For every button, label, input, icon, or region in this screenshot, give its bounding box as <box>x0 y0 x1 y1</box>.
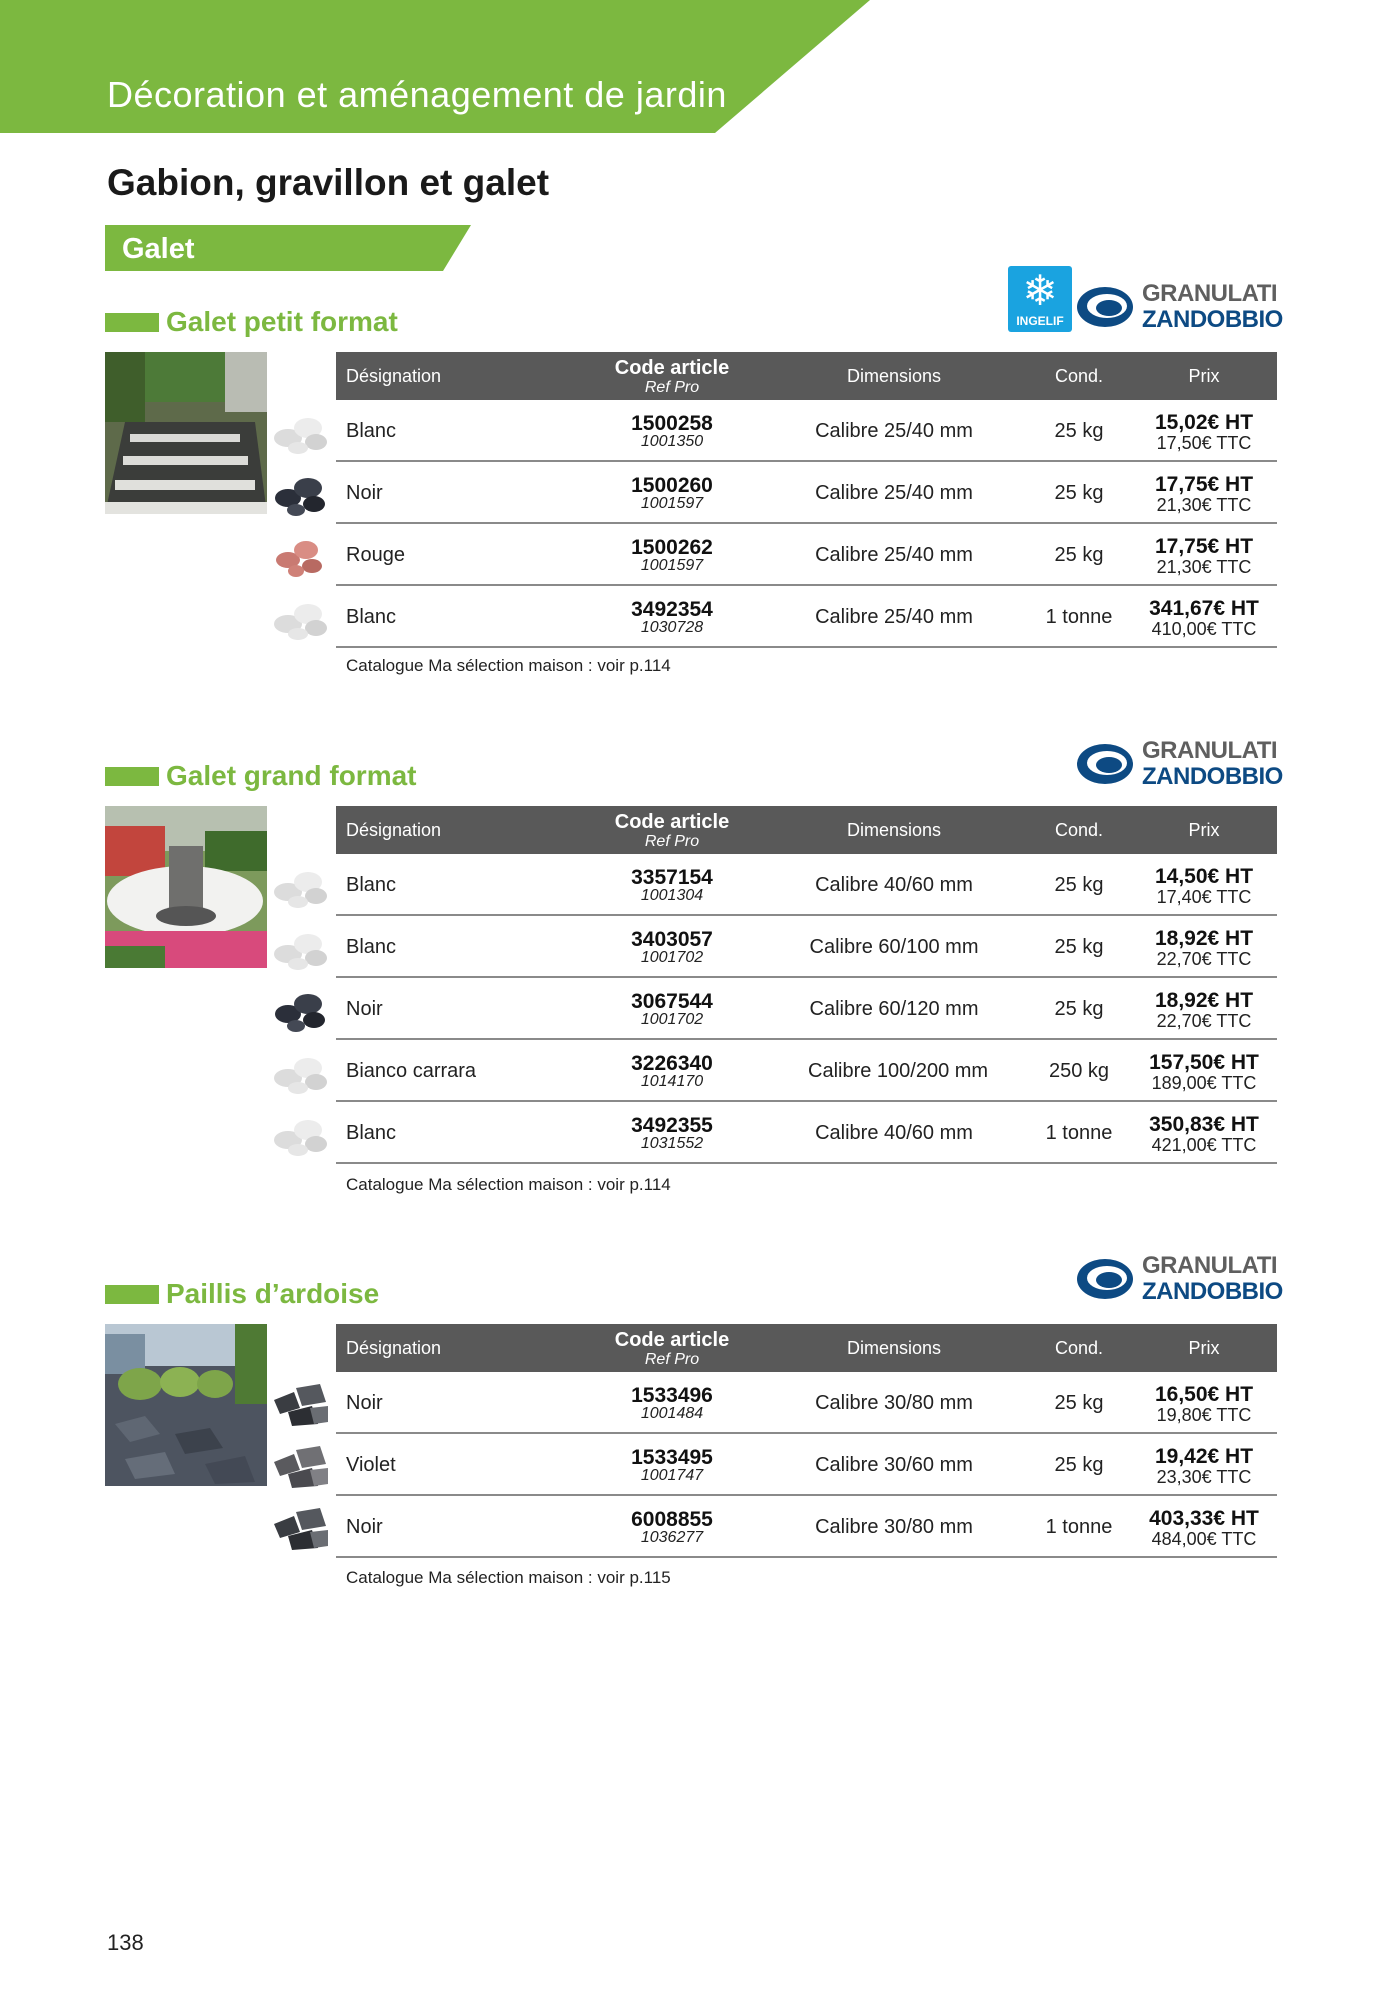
conditionnement: 25 kg <box>1054 1454 1104 1476</box>
header-banner <box>0 0 870 133</box>
ref-pro: 1001484 <box>640 1405 704 1422</box>
ref-pro: 1001702 <box>640 949 704 966</box>
white-stone-icon <box>270 592 330 642</box>
code-article: 1533496 <box>631 1384 713 1407</box>
price-ttc: 421,00€ TTC <box>1151 1135 1257 1155</box>
designation: Noir <box>346 1516 383 1538</box>
price-ht: 18,92€ HT <box>1154 927 1254 950</box>
catalogue-note: Catalogue Ma sélection maison : voir p.114 <box>346 656 671 675</box>
dimensions: Calibre 30/80 mm <box>815 1516 973 1538</box>
table-row <box>336 1496 1277 1558</box>
granulati-mark-icon <box>1076 284 1136 330</box>
white-stone-icon <box>270 1108 330 1158</box>
header-prix: Prix <box>1188 1338 1220 1358</box>
catalogue-note: Catalogue Ma sélection maison : voir p.115 <box>346 1568 671 1587</box>
granulati-mark-icon <box>1076 741 1136 787</box>
section-title: Paillis d’ardoise <box>166 1278 380 1309</box>
price-ht: 14,50€ HT <box>1154 865 1254 888</box>
granulati-text: GRANULATI <box>1142 737 1278 764</box>
table-row <box>336 524 1277 586</box>
designation: Blanc <box>346 874 397 896</box>
price-ttc: 484,00€ TTC <box>1151 1529 1257 1549</box>
table-row <box>336 400 1277 462</box>
section-title: Galet grand format <box>166 760 417 791</box>
white-stone-icon <box>270 1046 330 1096</box>
dimensions: Calibre 100/200 mm <box>808 1060 989 1082</box>
ref-pro: 1031552 <box>640 1135 704 1152</box>
code-article: 3492354 <box>631 598 713 621</box>
table-row <box>336 854 1277 916</box>
dimensions: Calibre 40/60 mm <box>815 1122 973 1144</box>
product-photo-galet-petit <box>105 352 267 514</box>
snowflake-icon: ❄ <box>1022 267 1058 314</box>
ref-pro: 1001597 <box>640 557 704 574</box>
price-ht: 17,75€ HT <box>1154 473 1254 496</box>
heading-bar <box>105 767 159 786</box>
ingelif-logo <box>1008 266 1072 332</box>
header-cond: Cond. <box>1054 820 1104 840</box>
ref-pro: 1036277 <box>640 1529 704 1546</box>
table-header <box>336 806 1277 854</box>
designation: Rouge <box>346 544 405 566</box>
conditionnement: 25 kg <box>1054 482 1104 504</box>
black-stone-icon <box>270 468 330 518</box>
product-photo-paillis <box>105 1324 267 1486</box>
code-article: 3067544 <box>631 990 713 1013</box>
price-ttc: 23,30€ TTC <box>1156 1467 1252 1487</box>
designation: Bianco carrara <box>346 1060 477 1082</box>
dimensions: Calibre 30/80 mm <box>815 1392 973 1414</box>
category-banner <box>105 225 471 271</box>
dimensions: Calibre 25/40 mm <box>815 482 973 504</box>
table-row <box>336 1040 1277 1102</box>
header-dimensions: Dimensions <box>846 820 942 840</box>
conditionnement: 25 kg <box>1054 936 1104 958</box>
dimensions: Calibre 25/40 mm <box>815 544 973 566</box>
table-header <box>336 352 1277 400</box>
code-article: 1500260 <box>631 474 713 497</box>
ref-pro: 1030728 <box>640 619 704 636</box>
price-ttc: 22,70€ TTC <box>1156 1011 1252 1031</box>
garden-path-photo <box>105 352 267 514</box>
price-ht: 403,33€ HT <box>1149 1507 1259 1530</box>
conditionnement: 25 kg <box>1054 544 1104 566</box>
header-code: Code article <box>614 811 730 833</box>
slate-icon <box>270 1378 330 1428</box>
price-ttc: 22,70€ TTC <box>1156 949 1252 969</box>
category-label: Galet <box>122 233 195 265</box>
price-ht: 18,92€ HT <box>1154 989 1254 1012</box>
price-ttc: 17,40€ TTC <box>1156 887 1252 907</box>
ref-pro: 1001702 <box>640 1011 704 1028</box>
price-ht: 157,50€ HT <box>1149 1051 1259 1074</box>
page-number: 138 <box>107 1930 144 1955</box>
white-stone-icon <box>270 406 330 456</box>
header-cond: Cond. <box>1054 366 1104 386</box>
header-dimensions: Dimensions <box>846 366 942 386</box>
code-article: 1500262 <box>631 536 713 559</box>
price-ttc: 410,00€ TTC <box>1151 619 1257 639</box>
dimensions: Calibre 40/60 mm <box>815 874 973 896</box>
conditionnement: 25 kg <box>1054 1392 1104 1414</box>
price-ht: 350,83€ HT <box>1149 1113 1259 1136</box>
header-code: Code article <box>614 357 730 379</box>
zandobbio-text: ZANDOBBIO <box>1142 306 1283 333</box>
price-ht: 15,02€ HT <box>1154 411 1254 434</box>
slate-icon <box>270 1440 330 1490</box>
ref-pro: 1001597 <box>640 495 704 512</box>
code-article: 3226340 <box>631 1052 713 1075</box>
table-row <box>336 1102 1277 1164</box>
section-title: Galet petit format <box>166 306 398 337</box>
page-title: Gabion, gravillon et galet <box>107 162 550 203</box>
header-ref: Ref Pro <box>644 1351 700 1368</box>
designation: Noir <box>346 1392 383 1414</box>
granulati-mark-icon <box>1076 1256 1136 1302</box>
conditionnement: 25 kg <box>1054 420 1104 442</box>
heading-bar <box>105 313 159 332</box>
table-header <box>336 1324 1277 1372</box>
dimensions: Calibre 60/100 mm <box>809 936 979 958</box>
price-ht: 16,50€ HT <box>1154 1383 1254 1406</box>
header-ref: Ref Pro <box>644 379 700 396</box>
conditionnement: 1 tonne <box>1045 1122 1113 1144</box>
slate-garden-photo <box>105 1324 267 1486</box>
price-ttc: 189,00€ TTC <box>1151 1073 1257 1093</box>
table-row <box>336 978 1277 1040</box>
ref-pro: 1001350 <box>640 433 704 450</box>
conditionnement: 1 tonne <box>1045 606 1113 628</box>
product-photo-galet-grand <box>105 806 267 968</box>
header-code: Code article <box>614 1329 730 1351</box>
header-designation: Désignation <box>346 366 442 386</box>
zandobbio-text: ZANDOBBIO <box>1142 763 1283 790</box>
dimensions: Calibre 30/60 mm <box>815 1454 973 1476</box>
code-article: 1533495 <box>631 1446 713 1469</box>
conditionnement: 250 kg <box>1048 1060 1110 1082</box>
designation: Blanc <box>346 606 397 628</box>
price-ht: 19,42€ HT <box>1154 1445 1254 1468</box>
code-article: 3492355 <box>631 1114 713 1137</box>
code-article: 6008855 <box>631 1508 713 1531</box>
garden-fountain-photo <box>105 806 267 968</box>
table-row <box>336 586 1277 648</box>
ref-pro: 1014170 <box>640 1073 704 1090</box>
header-prix: Prix <box>1188 366 1220 386</box>
granulati-logo <box>1076 737 1283 793</box>
ref-pro: 1001747 <box>640 1467 704 1484</box>
price-ttc: 17,50€ TTC <box>1156 433 1252 453</box>
price-ht: 17,75€ HT <box>1154 535 1254 558</box>
code-article: 1500258 <box>631 412 713 435</box>
table-row <box>336 1372 1277 1434</box>
price-ht: 341,67€ HT <box>1149 597 1259 620</box>
header-cond: Cond. <box>1054 1338 1104 1358</box>
heading-bar <box>105 1285 159 1304</box>
price-ttc: 21,30€ TTC <box>1156 495 1252 515</box>
banner-title: Décoration et aménagement de jardin <box>107 74 727 115</box>
price-ttc: 19,80€ TTC <box>1156 1405 1252 1425</box>
white-stone-icon <box>270 922 330 972</box>
granulati-logo <box>1076 280 1283 336</box>
granulati-logo <box>1076 1252 1283 1308</box>
red-stone-icon <box>270 530 330 580</box>
dimensions: Calibre 25/40 mm <box>815 606 973 628</box>
table-row <box>336 1434 1277 1496</box>
header-dimensions: Dimensions <box>846 1338 942 1358</box>
dimensions: Calibre 60/120 mm <box>809 998 979 1020</box>
designation: Violet <box>346 1454 396 1476</box>
header-ref: Ref Pro <box>644 833 700 850</box>
conditionnement: 25 kg <box>1054 998 1104 1020</box>
black-stone-icon <box>270 984 330 1034</box>
code-article: 3403057 <box>631 928 713 951</box>
price-ttc: 21,30€ TTC <box>1156 557 1252 577</box>
designation: Noir <box>346 998 383 1020</box>
zandobbio-text: ZANDOBBIO <box>1142 1278 1283 1305</box>
white-stone-icon <box>270 860 330 910</box>
header-designation: Désignation <box>346 1338 442 1358</box>
designation: Blanc <box>346 420 397 442</box>
header-designation: Désignation <box>346 820 442 840</box>
designation: Blanc <box>346 936 397 958</box>
granulati-text: GRANULATI <box>1142 1252 1278 1279</box>
table-row <box>336 916 1277 978</box>
catalogue-note: Catalogue Ma sélection maison : voir p.114 <box>346 1175 671 1194</box>
conditionnement: 25 kg <box>1054 874 1104 896</box>
designation: Noir <box>346 482 383 504</box>
ref-pro: 1001304 <box>640 887 704 904</box>
header-prix: Prix <box>1188 820 1220 840</box>
designation: Blanc <box>346 1122 397 1144</box>
code-article: 3357154 <box>631 866 713 889</box>
granulati-text: GRANULATI <box>1142 280 1278 307</box>
slate-icon <box>270 1502 330 1552</box>
conditionnement: 1 tonne <box>1045 1516 1113 1538</box>
dimensions: Calibre 25/40 mm <box>815 420 973 442</box>
ingelif-label: INGELIF <box>1016 314 1064 328</box>
table-row <box>336 462 1277 524</box>
